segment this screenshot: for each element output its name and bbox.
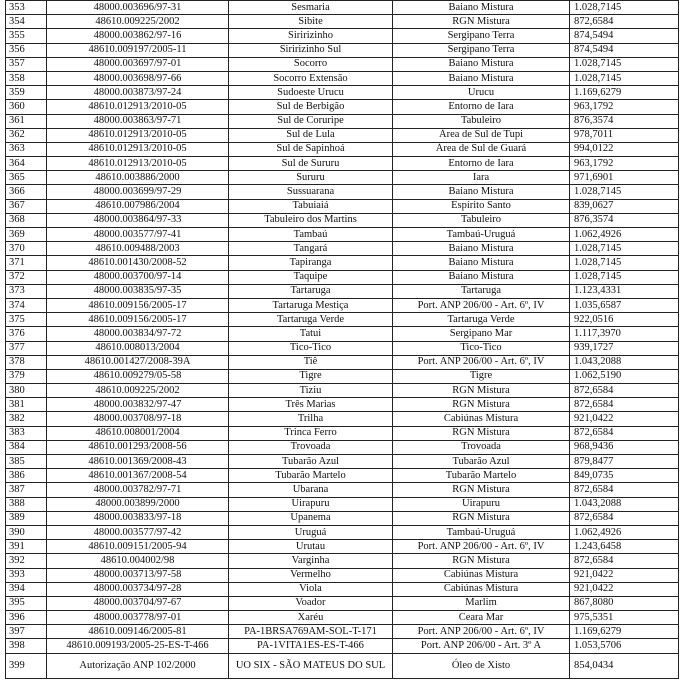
price-value: 1.028,7145 bbox=[570, 270, 679, 284]
reference-oil: RGN Mistura bbox=[393, 15, 570, 29]
price-value: 867,8080 bbox=[570, 596, 679, 610]
process-number: 48610.009279/05-58 bbox=[47, 369, 229, 383]
price-value: 872,6584 bbox=[570, 511, 679, 525]
reference-oil: Baiano Mistura bbox=[393, 71, 570, 85]
row-number: 355 bbox=[6, 29, 47, 43]
row-number: 390 bbox=[6, 525, 47, 539]
reference-oil: RGN Mistura bbox=[393, 483, 570, 497]
process-number: 48610.001369/2008-43 bbox=[47, 455, 229, 469]
price-value: 994,0122 bbox=[570, 142, 679, 156]
process-number: Autorização ANP 102/2000 bbox=[47, 653, 229, 678]
process-number: 48610.009225/2002 bbox=[47, 15, 229, 29]
field-name: Sul de Sapinhoá bbox=[229, 142, 393, 156]
reference-oil: Port. ANP 206/00 - Art. 6º, IV bbox=[393, 355, 570, 369]
price-table bbox=[5, 0, 679, 679]
process-number: 48610.012913/2010-05 bbox=[47, 142, 229, 156]
process-number: 48610.001427/2008-39A bbox=[47, 355, 229, 369]
process-number: 48000.003834/97-72 bbox=[47, 327, 229, 341]
price-value: 874,5494 bbox=[570, 43, 679, 57]
row-number: 388 bbox=[6, 497, 47, 511]
row-number: 383 bbox=[6, 426, 47, 440]
price-value: 921,0422 bbox=[570, 582, 679, 596]
process-number: 48000.003873/97-24 bbox=[47, 86, 229, 100]
row-number: 393 bbox=[6, 568, 47, 582]
process-number: 48610.001293/2008-56 bbox=[47, 440, 229, 454]
reference-oil: Port. ANP 206/00 - Art. 6º, IV bbox=[393, 625, 570, 639]
row-number: 385 bbox=[6, 455, 47, 469]
row-number: 368 bbox=[6, 213, 47, 227]
price-value: 1.035,6587 bbox=[570, 298, 679, 312]
price-value: 879,8477 bbox=[570, 455, 679, 469]
reference-oil: Tico-Tico bbox=[393, 341, 570, 355]
field-name: Sussuarana bbox=[229, 185, 393, 199]
process-number: 48000.003833/97-18 bbox=[47, 511, 229, 525]
price-value: 872,6584 bbox=[570, 398, 679, 412]
reference-oil: RGN Mistura bbox=[393, 398, 570, 412]
field-name: PA-1BRSA769AM-SOL-T-171 bbox=[229, 625, 393, 639]
process-number: 48610.012913/2010-05 bbox=[47, 128, 229, 142]
reference-oil: RGN Mistura bbox=[393, 384, 570, 398]
process-number: 48000.003832/97-47 bbox=[47, 398, 229, 412]
price-value: 939,1727 bbox=[570, 341, 679, 355]
row-number: 358 bbox=[6, 71, 47, 85]
table-row bbox=[6, 483, 679, 497]
price-value: 1.117,3970 bbox=[570, 327, 679, 341]
table-row bbox=[6, 355, 679, 369]
row-number: 353 bbox=[6, 1, 47, 15]
row-number: 362 bbox=[6, 128, 47, 142]
process-number: 48000.003734/97-28 bbox=[47, 582, 229, 596]
table-row bbox=[6, 57, 679, 71]
field-name: PA-1VITA1ES-ES-T-466 bbox=[229, 639, 393, 653]
reference-oil: Baiano Mistura bbox=[393, 270, 570, 284]
table-row bbox=[6, 128, 679, 142]
table-row bbox=[6, 228, 679, 242]
reference-oil: Entorno de Iara bbox=[393, 100, 570, 114]
process-number: 48000.003700/97-14 bbox=[47, 270, 229, 284]
row-number: 369 bbox=[6, 228, 47, 242]
price-value: 1.028,7145 bbox=[570, 256, 679, 270]
field-name: Tapiranga bbox=[229, 256, 393, 270]
reference-oil: Port. ANP 206/00 - Art. 6º, IV bbox=[393, 298, 570, 312]
row-number: 359 bbox=[6, 86, 47, 100]
process-number: 48000.003577/97-41 bbox=[47, 228, 229, 242]
field-name: Trovoada bbox=[229, 440, 393, 454]
field-name: Três Marias bbox=[229, 398, 393, 412]
price-value: 1.028,7145 bbox=[570, 71, 679, 85]
row-number: 396 bbox=[6, 611, 47, 625]
reference-oil: Sergipano Mar bbox=[393, 327, 570, 341]
table-row bbox=[6, 511, 679, 525]
row-number: 391 bbox=[6, 540, 47, 554]
process-number: 48610.009156/2005-17 bbox=[47, 298, 229, 312]
process-number: 48000.003782/97-71 bbox=[47, 483, 229, 497]
field-name: Tubarão Azul bbox=[229, 455, 393, 469]
reference-oil: Trovoada bbox=[393, 440, 570, 454]
table-row bbox=[6, 199, 679, 213]
row-number: 367 bbox=[6, 199, 47, 213]
field-name: Tico-Tico bbox=[229, 341, 393, 355]
table-row bbox=[6, 114, 679, 128]
price-value: 963,1792 bbox=[570, 100, 679, 114]
price-value: 1.043,2088 bbox=[570, 497, 679, 511]
table-row bbox=[6, 440, 679, 454]
reference-oil: Baiano Mistura bbox=[393, 256, 570, 270]
field-name: Viola bbox=[229, 582, 393, 596]
process-number: 48000.003713/97-58 bbox=[47, 568, 229, 582]
price-value: 968,9436 bbox=[570, 440, 679, 454]
field-name: Sibite bbox=[229, 15, 393, 29]
field-name: Sudoeste Urucu bbox=[229, 86, 393, 100]
reference-oil: Cabiúnas Mistura bbox=[393, 412, 570, 426]
reference-oil: RGN Mistura bbox=[393, 554, 570, 568]
field-name: Trilha bbox=[229, 412, 393, 426]
reference-oil: Tambaú-Uruguá bbox=[393, 228, 570, 242]
table-row bbox=[6, 469, 679, 483]
price-value: 874,5494 bbox=[570, 29, 679, 43]
price-value: 978,7011 bbox=[570, 128, 679, 142]
process-number: 48000.003704/97-67 bbox=[47, 596, 229, 610]
row-number: 397 bbox=[6, 625, 47, 639]
table-row bbox=[6, 1, 679, 15]
reference-oil: Port. ANP 206/00 - Art. 3º A bbox=[393, 639, 570, 653]
row-number: 363 bbox=[6, 142, 47, 156]
row-number: 364 bbox=[6, 157, 47, 171]
reference-oil: Cabiúnas Mistura bbox=[393, 568, 570, 582]
row-number: 374 bbox=[6, 298, 47, 312]
process-number: 48000.003864/97-33 bbox=[47, 213, 229, 227]
row-number: 399 bbox=[6, 653, 47, 678]
row-number: 392 bbox=[6, 554, 47, 568]
table-row bbox=[6, 157, 679, 171]
price-value: 1.062,5190 bbox=[570, 369, 679, 383]
table-row bbox=[6, 426, 679, 440]
reference-oil: Entorno de Iara bbox=[393, 157, 570, 171]
table-row bbox=[6, 398, 679, 412]
field-name: Sul de Coruripe bbox=[229, 114, 393, 128]
reference-oil: Tigre bbox=[393, 369, 570, 383]
table-row bbox=[6, 653, 679, 678]
reference-oil: Port. ANP 206/00 - Art. 6º, IV bbox=[393, 540, 570, 554]
process-number: 48610.009225/2002 bbox=[47, 384, 229, 398]
process-number: 48000.003699/97-29 bbox=[47, 185, 229, 199]
price-value: 922,0516 bbox=[570, 313, 679, 327]
field-name: Tatui bbox=[229, 327, 393, 341]
field-name: Sesmaria bbox=[229, 1, 393, 15]
price-value: 872,6584 bbox=[570, 483, 679, 497]
row-number: 382 bbox=[6, 412, 47, 426]
process-number: 48610.008013/2004 bbox=[47, 341, 229, 355]
price-value: 872,6584 bbox=[570, 554, 679, 568]
process-number: 48610.001367/2008-54 bbox=[47, 469, 229, 483]
table-body bbox=[6, 1, 679, 679]
price-value: 975,5351 bbox=[570, 611, 679, 625]
reference-oil: RGN Mistura bbox=[393, 511, 570, 525]
price-value: 1.043,2088 bbox=[570, 355, 679, 369]
reference-oil: Óleo de Xisto bbox=[393, 653, 570, 678]
process-number: 48610.004002/98 bbox=[47, 554, 229, 568]
table-row bbox=[6, 639, 679, 653]
price-value: 1.028,7145 bbox=[570, 242, 679, 256]
reference-oil: Sergipano Terra bbox=[393, 43, 570, 57]
reference-oil: RGN Mistura bbox=[393, 426, 570, 440]
field-name: Sul de Lula bbox=[229, 128, 393, 142]
process-number: 48610.008001/2004 bbox=[47, 426, 229, 440]
process-number: 48000.003698/97-66 bbox=[47, 71, 229, 85]
field-name: Tubarão Martelo bbox=[229, 469, 393, 483]
reference-oil: Urucu bbox=[393, 86, 570, 100]
field-name: Ubarana bbox=[229, 483, 393, 497]
row-number: 375 bbox=[6, 313, 47, 327]
field-name: Tartaruga bbox=[229, 284, 393, 298]
field-name: Uruguá bbox=[229, 525, 393, 539]
table-row bbox=[6, 171, 679, 185]
table-row bbox=[6, 582, 679, 596]
field-name: UO SIX - SÃO MATEUS DO SUL bbox=[229, 653, 393, 678]
price-value: 1.062,4926 bbox=[570, 228, 679, 242]
field-name: Tiziu bbox=[229, 384, 393, 398]
table-row bbox=[6, 284, 679, 298]
price-value: 971,6901 bbox=[570, 171, 679, 185]
field-name: Tangará bbox=[229, 242, 393, 256]
field-name: Voador bbox=[229, 596, 393, 610]
field-name: Vermelho bbox=[229, 568, 393, 582]
field-name: Tabuiaiá bbox=[229, 199, 393, 213]
price-value: 1.053,5706 bbox=[570, 639, 679, 653]
row-number: 380 bbox=[6, 384, 47, 398]
price-value: 839,0627 bbox=[570, 199, 679, 213]
field-name: Uirapuru bbox=[229, 497, 393, 511]
price-value: 872,6584 bbox=[570, 426, 679, 440]
reference-oil: Cabiúnas Mistura bbox=[393, 582, 570, 596]
field-name: Tambaú bbox=[229, 228, 393, 242]
process-number: 48610.009146/2005-81 bbox=[47, 625, 229, 639]
reference-oil: Baiano Mistura bbox=[393, 57, 570, 71]
table-row bbox=[6, 327, 679, 341]
table-row bbox=[6, 15, 679, 29]
table-row bbox=[6, 100, 679, 114]
process-number: 48000.003835/97-35 bbox=[47, 284, 229, 298]
row-number: 354 bbox=[6, 15, 47, 29]
reference-oil: Tabuleiro bbox=[393, 213, 570, 227]
reference-oil: Área de Sul de Tupi bbox=[393, 128, 570, 142]
row-number: 360 bbox=[6, 100, 47, 114]
price-value: 1.169,6279 bbox=[570, 625, 679, 639]
table-row bbox=[6, 86, 679, 100]
process-number: 48610.007986/2004 bbox=[47, 199, 229, 213]
field-name: Tabuleiro dos Martins bbox=[229, 213, 393, 227]
process-number: 48610.009193/2005-25-ES-T-466 bbox=[47, 639, 229, 653]
row-number: 378 bbox=[6, 355, 47, 369]
field-name: Xaréu bbox=[229, 611, 393, 625]
price-value: 854,0434 bbox=[570, 653, 679, 678]
price-value: 1.123,4331 bbox=[570, 284, 679, 298]
process-number: 48000.003708/97-18 bbox=[47, 412, 229, 426]
process-number: 48610.003886/2000 bbox=[47, 171, 229, 185]
field-name: Socorro bbox=[229, 57, 393, 71]
process-number: 48610.001430/2008-52 bbox=[47, 256, 229, 270]
row-number: 377 bbox=[6, 341, 47, 355]
reference-oil: Uirapuru bbox=[393, 497, 570, 511]
table-row bbox=[6, 455, 679, 469]
table-row bbox=[6, 185, 679, 199]
table-row bbox=[6, 43, 679, 57]
process-number: 48610.009151/2005-94 bbox=[47, 540, 229, 554]
field-name: Varginha bbox=[229, 554, 393, 568]
table-row bbox=[6, 525, 679, 539]
table-row bbox=[6, 540, 679, 554]
price-value: 872,6584 bbox=[570, 384, 679, 398]
process-number: 48610.009488/2003 bbox=[47, 242, 229, 256]
price-value: 1.028,7145 bbox=[570, 1, 679, 15]
row-number: 384 bbox=[6, 440, 47, 454]
reference-oil: Espírito Santo bbox=[393, 199, 570, 213]
price-value: 1.243,6458 bbox=[570, 540, 679, 554]
reference-oil: Baiano Mistura bbox=[393, 185, 570, 199]
field-name: Tiê bbox=[229, 355, 393, 369]
price-value: 876,3574 bbox=[570, 213, 679, 227]
process-number: 48610.009197/2005-11 bbox=[47, 43, 229, 57]
price-value: 1.028,7145 bbox=[570, 57, 679, 71]
reference-oil: Baiano Mistura bbox=[393, 1, 570, 15]
field-name: Taquipe bbox=[229, 270, 393, 284]
table-row bbox=[6, 625, 679, 639]
field-name: Siririzinho Sul bbox=[229, 43, 393, 57]
reference-oil: Marlim bbox=[393, 596, 570, 610]
process-number: 48000.003697/97-01 bbox=[47, 57, 229, 71]
field-name: Tartaruga Mestiça bbox=[229, 298, 393, 312]
table-row bbox=[6, 298, 679, 312]
row-number: 376 bbox=[6, 327, 47, 341]
table-row bbox=[6, 596, 679, 610]
row-number: 387 bbox=[6, 483, 47, 497]
table-row bbox=[6, 142, 679, 156]
row-number: 370 bbox=[6, 242, 47, 256]
row-number: 386 bbox=[6, 469, 47, 483]
field-name: Upanema bbox=[229, 511, 393, 525]
field-name: Tartaruga Verde bbox=[229, 313, 393, 327]
reference-oil: Tartaruga Verde bbox=[393, 313, 570, 327]
process-number: 48000.003696/97-31 bbox=[47, 1, 229, 15]
process-number: 48000.003899/2000 bbox=[47, 497, 229, 511]
field-name: Tigre bbox=[229, 369, 393, 383]
table-row bbox=[6, 213, 679, 227]
table-row bbox=[6, 384, 679, 398]
row-number: 366 bbox=[6, 185, 47, 199]
row-number: 373 bbox=[6, 284, 47, 298]
reference-oil: Iara bbox=[393, 171, 570, 185]
process-number: 48000.003577/97-42 bbox=[47, 525, 229, 539]
table-row bbox=[6, 554, 679, 568]
row-number: 357 bbox=[6, 57, 47, 71]
price-value: 849,0735 bbox=[570, 469, 679, 483]
table-row bbox=[6, 369, 679, 383]
reference-oil: Tabuleiro bbox=[393, 114, 570, 128]
field-name: Sul de Berbigão bbox=[229, 100, 393, 114]
table-row bbox=[6, 270, 679, 284]
field-name: Socorro Extensão bbox=[229, 71, 393, 85]
row-number: 381 bbox=[6, 398, 47, 412]
process-number: 48610.009156/2005-17 bbox=[47, 313, 229, 327]
price-value: 1.028,7145 bbox=[570, 185, 679, 199]
reference-oil: Tubarão Azul bbox=[393, 455, 570, 469]
price-value: 963,1792 bbox=[570, 157, 679, 171]
price-value: 1.062,4926 bbox=[570, 525, 679, 539]
field-name: Sul de Sururu bbox=[229, 157, 393, 171]
row-number: 371 bbox=[6, 256, 47, 270]
process-number: 48610.012913/2010-05 bbox=[47, 157, 229, 171]
table-row bbox=[6, 412, 679, 426]
price-value: 872,6584 bbox=[570, 15, 679, 29]
row-number: 365 bbox=[6, 171, 47, 185]
table-row bbox=[6, 71, 679, 85]
table-row bbox=[6, 497, 679, 511]
price-value: 921,0422 bbox=[570, 412, 679, 426]
row-number: 379 bbox=[6, 369, 47, 383]
table-row bbox=[6, 242, 679, 256]
process-number: 48000.003863/97-71 bbox=[47, 114, 229, 128]
reference-oil: Sergipano Terra bbox=[393, 29, 570, 43]
reference-oil: Tambaú-Uruguá bbox=[393, 525, 570, 539]
process-number: 48610.012913/2010-05 bbox=[47, 100, 229, 114]
row-number: 389 bbox=[6, 511, 47, 525]
table-row bbox=[6, 29, 679, 43]
field-name: Urutau bbox=[229, 540, 393, 554]
row-number: 398 bbox=[6, 639, 47, 653]
reference-oil: Baiano Mistura bbox=[393, 242, 570, 256]
table-row bbox=[6, 611, 679, 625]
reference-oil: Tubarão Martelo bbox=[393, 469, 570, 483]
row-number: 361 bbox=[6, 114, 47, 128]
field-name: Sururu bbox=[229, 171, 393, 185]
table-row bbox=[6, 313, 679, 327]
reference-oil: Área de Sul de Guará bbox=[393, 142, 570, 156]
price-value: 1.169,6279 bbox=[570, 86, 679, 100]
reference-oil: Tartaruga bbox=[393, 284, 570, 298]
table-row bbox=[6, 256, 679, 270]
process-number: 48000.003778/97-01 bbox=[47, 611, 229, 625]
table-row bbox=[6, 568, 679, 582]
row-number: 356 bbox=[6, 43, 47, 57]
row-number: 394 bbox=[6, 582, 47, 596]
price-value: 876,3574 bbox=[570, 114, 679, 128]
table-row bbox=[6, 341, 679, 355]
row-number: 372 bbox=[6, 270, 47, 284]
field-name: Trinca Ferro bbox=[229, 426, 393, 440]
field-name: Siririzinho bbox=[229, 29, 393, 43]
process-number: 48000.003862/97-16 bbox=[47, 29, 229, 43]
price-value: 921,0422 bbox=[570, 568, 679, 582]
reference-oil: Ceara Mar bbox=[393, 611, 570, 625]
row-number: 395 bbox=[6, 596, 47, 610]
